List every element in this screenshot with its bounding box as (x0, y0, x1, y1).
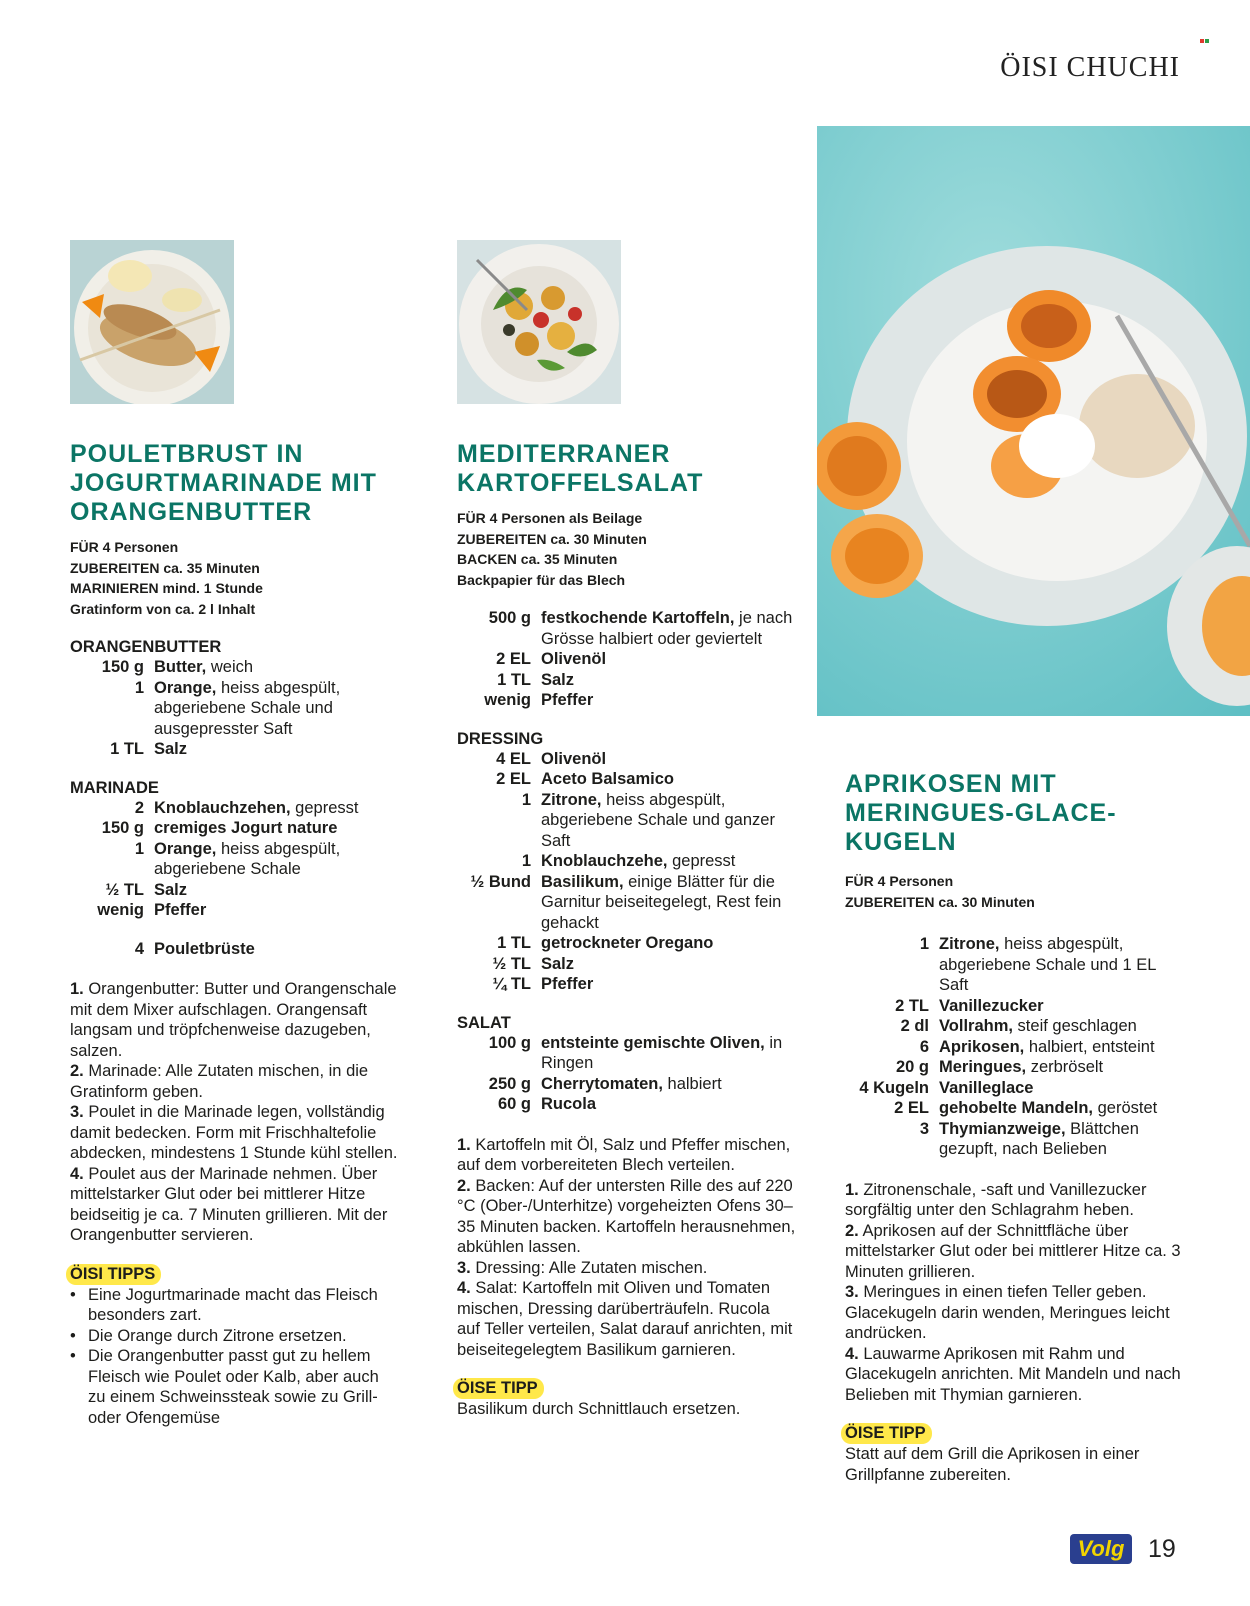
ingredient-main: Aprikosen, (939, 1037, 1025, 1056)
ingredient-note: in Ringen (541, 1033, 783, 1072)
ingredient-quantity: 2 EL (894, 1099, 929, 1117)
ingredient-row (457, 1094, 797, 1115)
ingredient-quantity: 250 g (488, 1074, 531, 1093)
meta-bake-time: BACKEN ca. 35 Minuten (457, 551, 618, 567)
ingredient-row (457, 1033, 797, 1074)
ingredient-main: Knoblauchzehe, (541, 852, 668, 870)
instruction-step (845, 1180, 1185, 1221)
ingredient-name (541, 670, 797, 691)
instruction-step (845, 1344, 1185, 1406)
recipe-title: POULETBRUST IN JOGURTMARINADE MIT ORANGENBUTTER (70, 440, 377, 526)
ingredient-name (939, 1016, 1185, 1037)
ingredient-main: Thymianzweige, (939, 1119, 1066, 1138)
ingredient-row (457, 954, 797, 975)
ingredient-main: cremiges Jogurt nature (154, 819, 338, 837)
ingredient-row (457, 974, 797, 995)
ingredient-name (154, 798, 400, 819)
step-text: Dressing: Alle Zutaten mischen. (470, 1258, 708, 1277)
ingredient-row (70, 939, 255, 960)
ingredient-list (457, 1033, 797, 1115)
step-text: Kartoffeln mit Öl, Salz und Pfeffer mischen, auf dem vorbereiteten Blech verteilen. (457, 1135, 791, 1174)
ingredients (845, 912, 1185, 1160)
ingredient-main: Olivenöl (541, 650, 607, 668)
ingredient-quantity: 1 (521, 852, 531, 870)
ingredient-row (845, 1057, 1185, 1078)
step-number: 4. (845, 1344, 859, 1363)
ingredient-quantity: 4 (134, 939, 144, 958)
ingredient-note: halbiert (662, 1074, 722, 1093)
ingredient-note: heiss abgespült, abgeriebene Schale und 1 EL Saft (939, 935, 1156, 994)
ingredient-main: Olivenöl (541, 749, 607, 768)
ingredient-quantity: 6 (919, 1037, 929, 1056)
ingredient-name (939, 1119, 1185, 1160)
step-number: 1. (70, 980, 84, 998)
step-number: 4. (70, 1164, 84, 1183)
tip-label: ÖISE TIPP (453, 1378, 544, 1399)
ingredient-main: Cherrytomaten, (541, 1074, 663, 1093)
ingredient-quantity: 2 EL (496, 650, 531, 668)
ingredients (457, 590, 797, 1115)
ingredient-quantity: 2 EL (496, 770, 531, 788)
ingredient-main: Butter, (154, 658, 207, 676)
step-number: 2. (457, 1176, 471, 1195)
ingredient-main: gehobelte Mandeln, (939, 1099, 1094, 1117)
ingredient-row (70, 739, 400, 760)
meta-prep-time: ZUBEREITEN ca. 35 Minuten (70, 559, 260, 576)
ingredient-row (845, 996, 1185, 1017)
ingredient-name (541, 790, 797, 852)
instruction-step (70, 979, 400, 1061)
recipe-meta (845, 871, 1185, 912)
ingredient-quantity: 1 TL (497, 670, 531, 689)
step-text: Orangenbutter: Butter und Orangenschale mit dem Mixer aufschlagen. Orangensaft langsam und tröpfchenweise dazugeben, salzen. (70, 980, 397, 1060)
ingredient-section-title: MARINADE (70, 778, 159, 797)
ingredient-note: halbiert, entsteint (1024, 1037, 1155, 1056)
ingredient-row (457, 608, 797, 649)
volg-logo: Volg (1070, 1534, 1132, 1564)
ingredient-row (457, 851, 797, 872)
ingredient-main: Salz (541, 670, 575, 689)
ingredient-main: Basilikum, (541, 872, 624, 891)
step-text: Marinade: Alle Zutaten mischen, in die Gratinform geben. (70, 1062, 369, 1101)
ingredient-name (939, 1037, 1185, 1058)
tip-label: ÖISE TIPP (841, 1423, 932, 1444)
page-number: 19 (1148, 1535, 1176, 1563)
ingredient-list (70, 939, 255, 960)
ingredient-row (457, 749, 797, 770)
meta-prep-time: ZUBEREITEN ca. 30 Minuten (845, 893, 1035, 910)
instructions (457, 1135, 797, 1361)
instruction-step (70, 1102, 400, 1164)
ingredient-row (845, 934, 1185, 996)
ingredient-name (939, 996, 1185, 1017)
ingredient-name (541, 690, 797, 711)
ingredient-note: heiss abgespült, abgeriebene Schale und ganzer Saft (541, 790, 775, 850)
tip-item: • Eine Jogurtmarinade macht das Fleisch besonders zart. (70, 1285, 400, 1326)
step-text: Zitronenschale, -saft und Vanillezucker sorgfältig unter den Schlagrahm heben. (845, 1180, 1147, 1219)
ingredients (70, 637, 400, 959)
meta-equipment: Gratinform von ca. 2 l Inhalt (70, 600, 256, 617)
ingredient-note: gepresst (290, 798, 359, 817)
ingredient-list (70, 798, 400, 921)
hero-photo-apricots (817, 126, 1250, 716)
ingredient-main: Knoblauchzehen, (154, 798, 291, 817)
ingredient-name (541, 608, 797, 649)
instruction-step (845, 1221, 1185, 1283)
ingredient-quantity: 4 EL (496, 749, 531, 768)
ingredient-name (154, 678, 400, 740)
recipe-title: APRIKOSEN MIT MERINGUES-GLACE-KUGELN (845, 770, 1117, 856)
recipe-column-3 (845, 770, 1185, 1485)
tip-text: Basilikum durch Schnittlauch ersetzen. (457, 1400, 741, 1418)
instruction-step (457, 1135, 797, 1176)
ingredient-name (541, 872, 797, 934)
ingredient-quantity: 100 g (488, 1033, 531, 1052)
ingredient-quantity: 150 g (101, 658, 144, 676)
ingredient-name (939, 934, 1185, 996)
ingredient-main: Zitrone, (939, 935, 1000, 953)
ingredient-main: entsteinte gemischte Oliven, (541, 1033, 765, 1052)
ingredient-row (845, 1016, 1185, 1037)
recipe-column-1 (70, 240, 400, 1428)
ingredient-row (457, 1074, 797, 1095)
ingredient-note: geröstet (1093, 1099, 1158, 1117)
instruction-step (70, 1061, 400, 1102)
ingredient-note: heiss abgespült, abgeriebene Schale und ausgepresster Saft (154, 678, 341, 738)
ingredient-quantity: 4 Kugeln (859, 1078, 929, 1097)
ingredient-main: Salz (541, 954, 575, 973)
tip-label: ÖISI TIPPS (66, 1264, 161, 1285)
ingredient-list (457, 608, 797, 711)
step-number: 1. (845, 1180, 859, 1199)
step-number: 2. (70, 1062, 84, 1080)
ingredient-main: Vanilleglace (939, 1078, 1034, 1097)
tips-list (70, 1285, 400, 1429)
meta-marinate-time: MARINIEREN mind. 1 Stunde (70, 580, 263, 596)
ingredient-quantity: 150 g (101, 819, 144, 837)
ingredient-section-title: DRESSING (457, 729, 544, 748)
ingredient-main: Vanillezucker (939, 996, 1044, 1015)
tip-item: • Die Orange durch Zitrone ersetzen. (70, 1326, 400, 1347)
ingredient-note: gepresst (667, 852, 736, 870)
ingredient-row (457, 670, 797, 691)
recipe-meta (70, 537, 400, 619)
ingredient-quantity: 1 (134, 678, 144, 697)
ingredient-list (70, 657, 400, 760)
ingredient-quantity: wenig (97, 901, 144, 919)
page-title: ÖISI CHUCHI (1000, 52, 1180, 83)
ingredient-name (939, 1057, 1185, 1078)
ingredient-main: Salz (154, 740, 188, 758)
ingredient-quantity: 1 (919, 935, 929, 953)
ingredient-name (541, 1094, 797, 1115)
ingredient-main: Vollrahm, (939, 1017, 1013, 1035)
ingredient-name (541, 851, 797, 872)
ingredient-quantity: ½ Bund (470, 872, 531, 891)
ingredient-note: Blättchen gezupft, nach Belieben (939, 1119, 1139, 1158)
ingredient-row (70, 880, 400, 901)
step-text: Poulet in die Marinade legen, vollständig damit bedecken. Form mit Frischhaltefolie abdecken, mindestens 1 Stunde kühl stellen. (70, 1103, 398, 1162)
ingredient-name (154, 939, 255, 960)
ingredient-quantity: 1 (521, 790, 531, 809)
instructions (845, 1180, 1185, 1406)
ingredient-name (541, 769, 797, 790)
tip-text: Statt auf dem Grill die Aprikosen in einer Grillpfanne zubereiten. (845, 1445, 1140, 1484)
ingredient-list (845, 934, 1185, 1160)
ingredient-name (154, 818, 400, 839)
ingredient-name (154, 657, 400, 678)
tip-item: • Die Orangenbutter passt gut zu hellem Fleisch wie Poulet oder Kalb, aber auch zu einem Schweinssteak sowie zu Grill- oder Ofengemüse (70, 1346, 400, 1428)
ingredient-note: zerbröselt (1026, 1058, 1104, 1076)
step-text: Backen: Auf der untersten Rille des auf 220 °C (Ober-/Unterhitze) vorgeheizten Ofens 30–35 Minuten backen. Kartoffeln herausnehmen, abkühlen lassen. (457, 1176, 796, 1256)
ingredient-note: heiss abgespült, abgeriebene Schale (154, 839, 341, 878)
step-text: Poulet aus der Marinade nehmen. Über mittelstarker Glut oder bei mittlerer Hitze beidseitig je ca. 7 Minuten grillieren. Mit der Orangenbutter servieren. (70, 1164, 388, 1244)
ingredient-name (541, 974, 797, 995)
ingredient-quantity: 3 (919, 1119, 929, 1138)
step-text: Salat: Kartoffeln mit Oliven und Tomaten mischen, Dressing darüberträufeln. Rucola auf Teller verteilen, Salat darauf anrichten, mit beiseitegelegtem Basilikum garnieren. (457, 1279, 793, 1359)
ingredient-quantity: 20 g (895, 1058, 929, 1076)
ingredient-row (70, 678, 400, 740)
step-number: 4. (457, 1279, 471, 1297)
ingredient-name (541, 749, 797, 770)
meta-servings: FÜR 4 Personen als Beilage (457, 510, 643, 526)
meta-equipment: Backpapier für das Blech (457, 571, 626, 588)
ingredient-quantity: 2 dl (900, 1017, 929, 1035)
instruction-step (845, 1282, 1185, 1344)
ingredient-note: weich (206, 658, 254, 676)
ingredient-name (541, 1074, 797, 1095)
ingredient-main: Pfeffer (541, 691, 594, 709)
ingredient-quantity: 60 g (497, 1095, 531, 1113)
instruction-step (457, 1278, 797, 1360)
ingredient-row (845, 1078, 1185, 1099)
ingredient-row (70, 818, 400, 839)
ingredient-name (939, 1078, 1185, 1099)
ingredient-list (457, 749, 797, 995)
ingredient-quantity: ½ TL (492, 954, 531, 973)
instruction-step (457, 1258, 797, 1279)
ingredient-main: Meringues, (939, 1058, 1027, 1076)
ingredient-quantity: 500 g (488, 609, 531, 627)
ingredient-name (154, 739, 400, 760)
ingredient-quantity: 2 TL (895, 996, 929, 1015)
ingredient-row (845, 1119, 1185, 1160)
recipe-title: MEDITERRANER KARTOFFELSALAT (457, 440, 704, 497)
corner-color-mark (1200, 30, 1212, 36)
ingredient-row (457, 790, 797, 852)
ingredient-row (70, 657, 400, 678)
step-number: 2. (845, 1221, 859, 1240)
meta-servings: FÜR 4 Personen (845, 873, 954, 889)
ingredient-main: Pouletbrüste (154, 939, 255, 958)
ingredient-row (457, 649, 797, 670)
ingredient-section-title: ORANGENBUTTER (70, 638, 222, 656)
ingredient-main: Rucola (541, 1095, 597, 1113)
ingredient-quantity: 1 TL (110, 740, 144, 758)
ingredient-row (70, 798, 400, 819)
ingredient-row (457, 769, 797, 790)
ingredient-row (70, 839, 400, 880)
ingredient-main: Salz (154, 880, 188, 899)
ingredient-note: steif geschlagen (1012, 1017, 1137, 1035)
ingredient-row (457, 872, 797, 934)
step-number: 3. (845, 1283, 859, 1301)
step-number: 1. (457, 1135, 471, 1154)
recipe-photo-chicken (70, 240, 234, 404)
ingredient-section-title: SALAT (457, 1013, 511, 1032)
ingredient-row (845, 1037, 1185, 1058)
ingredient-name (541, 933, 797, 954)
meta-prep-time: ZUBEREITEN ca. 30 Minuten (457, 530, 647, 547)
ingredient-quantity: ¼ TL (492, 975, 531, 993)
instruction-step (457, 1176, 797, 1258)
ingredient-name (154, 900, 400, 921)
instruction-step (70, 1164, 400, 1246)
ingredient-name (541, 954, 797, 975)
ingredient-name (154, 880, 400, 901)
ingredient-quantity: 2 (134, 798, 144, 817)
ingredient-note: einige Blätter für die Garnitur beiseitegelegt, Rest fein gehackt (541, 872, 782, 932)
meta-servings: FÜR 4 Personen (70, 539, 179, 555)
ingredient-quantity: 1 (134, 839, 144, 858)
ingredient-main: Aceto Balsamico (541, 770, 674, 788)
ingredient-name (541, 649, 797, 670)
ingredient-main: Orange, (154, 678, 217, 697)
step-number: 3. (457, 1258, 471, 1277)
step-text: Lauwarme Aprikosen mit Rahm und Glacekugeln anrichten. Mit Mandeln und nach Belieben mit Thymian garnieren. (845, 1344, 1181, 1404)
ingredient-name (154, 839, 400, 880)
recipe-meta (457, 508, 797, 590)
ingredient-main: festkochende Kartoffeln, (541, 609, 735, 627)
ingredient-main: getrockneter Oregano (541, 934, 714, 952)
ingredient-main: Zitrone, (541, 790, 602, 809)
ingredient-row (845, 1098, 1185, 1119)
ingredient-note: je nach Grösse halbiert oder geviertelt (541, 609, 793, 648)
ingredient-row (457, 933, 797, 954)
ingredient-main: Pfeffer (154, 901, 207, 919)
ingredient-quantity: wenig (484, 691, 531, 709)
ingredient-row (457, 690, 797, 711)
instructions (70, 979, 400, 1246)
ingredient-main: Pfeffer (541, 975, 594, 993)
ingredient-row (70, 900, 400, 921)
ingredient-name (939, 1098, 1185, 1119)
step-text: Meringues in einen tiefen Teller geben. Glacekugeln darin wenden, Meringues leicht andrücken. (845, 1283, 1170, 1342)
step-number: 3. (70, 1103, 84, 1121)
ingredient-quantity: ½ TL (105, 880, 144, 899)
ingredient-name (541, 1033, 797, 1074)
ingredient-quantity: 1 TL (497, 934, 531, 952)
recipe-photo-potato-salad (457, 240, 621, 404)
ingredient-main: Orange, (154, 839, 217, 858)
step-text: Aprikosen auf der Schnittfläche über mittelstarker Glut oder bei mittlerer Hitze ca. 3 Minuten grillieren. (845, 1221, 1181, 1281)
recipe-column-2 (457, 240, 797, 1420)
